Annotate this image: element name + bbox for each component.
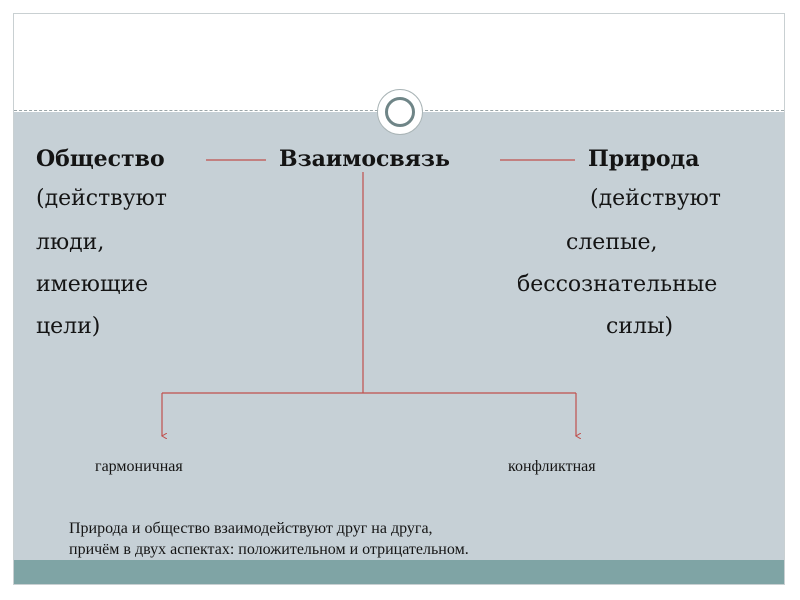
society-line-1: (действуют	[36, 186, 167, 211]
society-line-2: люди,	[36, 230, 105, 255]
heading-society: Общество	[36, 146, 165, 172]
society-line-3: имеющие	[36, 272, 149, 297]
summary-line-2: причём в двух аспектах: положительном и отрицательном.	[69, 541, 469, 558]
branch-harmonious: гармоничная	[95, 458, 183, 475]
nature-line-4: силы)	[606, 314, 674, 339]
heading-nature: Природа	[588, 146, 700, 172]
summary-line-1: Природа и общество взаимодействуют друг на друга,	[69, 520, 433, 537]
nature-line-3: бессознательные	[517, 272, 718, 297]
branch-conflict: конфликтная	[508, 458, 596, 475]
nature-line-2: слепые,	[566, 230, 658, 255]
heading-interrelation: Взаимосвязь	[279, 146, 450, 172]
nature-line-1: (действуют	[590, 186, 721, 211]
society-line-4: цели)	[36, 314, 101, 339]
